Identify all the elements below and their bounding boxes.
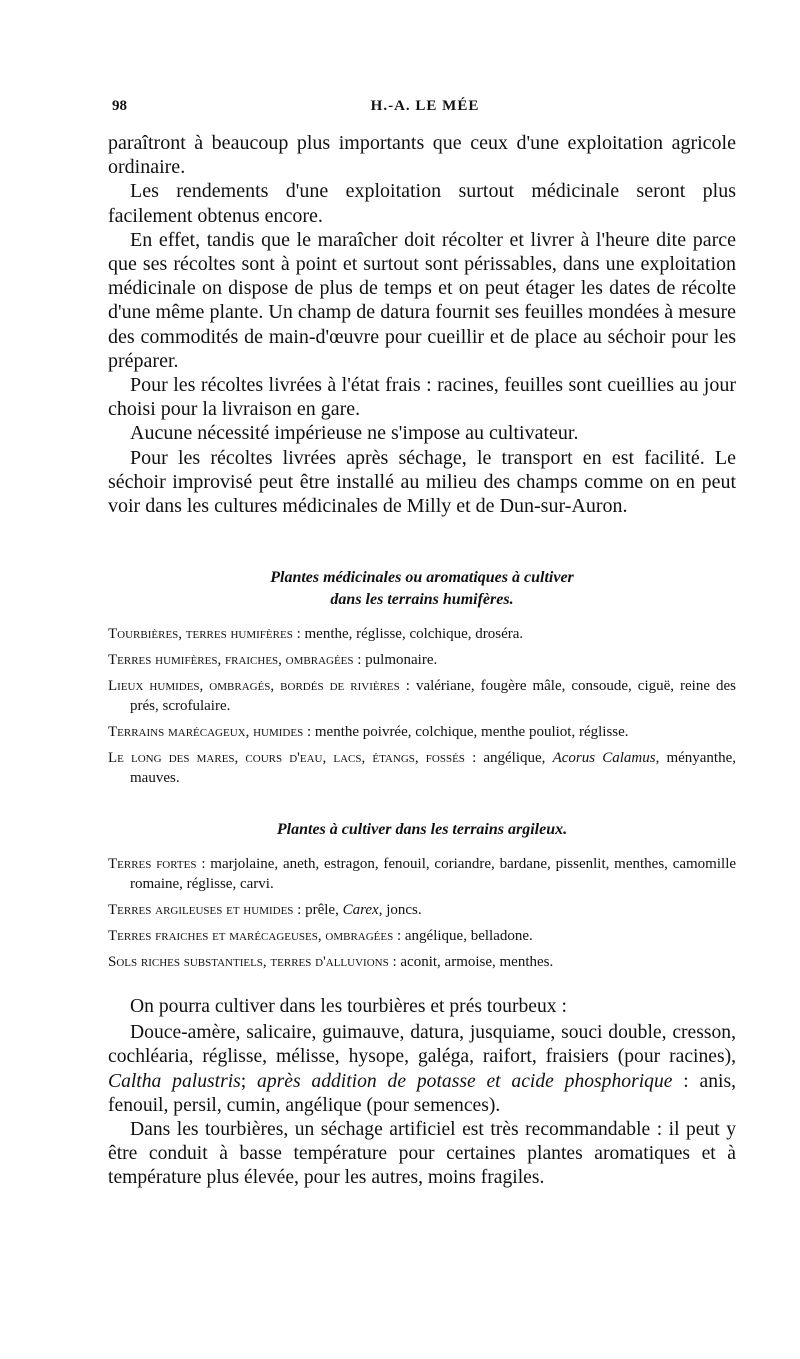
paragraph: Douce-amère, salicaire, guimauve, datura, jusquiame, souci double, cresson, cochléaria, réglisse, mélisse, hysope, galéga, raifort, fraisiers (pour racines), Caltha palustris; après addition de potasse et acide phosphorique : anis, fenouil, persil, cumin, angélique (pour semences).	[108, 1022, 736, 1116]
paragraph: En effet, tandis que le maraîcher doit récolter et livrer à l'heure dite parce que ses récoltes sont à point et surtout sont périssables, dans une exploitation médicinale on dispose de plus de temps et on peut étager les dates de récolte d'une même plante. Un champ de datura fournit ses feuilles mondées à mesure des commodités de main-d'œuvre pour cueillir et de place au séchoir pour les préparer.	[108, 228, 736, 372]
closing-text	[108, 995, 736, 1191]
list-item: Sols riches substantiels, terres d'alluvions : aconit, armoise, menthes.	[108, 954, 554, 970]
running-title: H.-A. LE MÉE	[370, 98, 480, 114]
paragraph: Les rendements d'une exploitation surtout médicinale seront plus facilement obtenus encore.	[108, 180, 736, 227]
list-item: Terres fortes : marjolaine, aneth, estragon, fenouil, coriandre, bardane, pissenlit, menthes, camomille romaine, réglisse, carvi.	[108, 856, 737, 892]
plant-list-humiferes	[108, 624, 736, 794]
paragraph: Pour les récoltes livrées après séchage, le transport en est facilité. Le séchoir improvisé peut être installé au milieu des champs comme on en peut voir dans les cultures médicinales de Milly et de Dun-sur-Auron.	[108, 446, 736, 518]
list-item: Lieux humides, ombragés, bordés de rivières : valériane, fougère mâle, consoude, ciguë, reine des prés, scrofulaire.	[108, 678, 737, 714]
paragraph: paraîtront à beaucoup plus importants que ceux d'une exploitation agricole ordinaire.	[108, 132, 736, 179]
list-item: Terres humifères, fraiches, ombragées : pulmonaire.	[108, 652, 438, 668]
section-title-humiferes: Plantes médicinales ou aromatiques à cultiver dans les terrains humifères.	[270, 569, 574, 608]
section-title-argileux: Plantes à cultiver dans les terrains argileux.	[276, 821, 568, 838]
list-item: Terres fraiches et marécageuses, ombragées : angélique, belladone.	[108, 928, 533, 944]
paragraph: Dans les tourbières, un séchage artificiel est très recommandable : il peut y être conduit à basse température pour certaines plantes aromatiques et à température plus élevée, pour les autres, moins fragiles.	[108, 1119, 736, 1189]
list-item: Terrains marécageux, humides : menthe poivrée, colchique, menthe pouliot, réglisse.	[108, 724, 629, 740]
main-text	[108, 131, 736, 518]
paragraph: Pour les récoltes livrées à l'état frais : racines, feuilles sont cueillies au jour choisi pour la livraison en gare.	[108, 374, 736, 421]
paragraph: Aucune nécessité impérieuse ne s'impose au cultivateur.	[130, 422, 579, 445]
list-item: Le long des mares, cours d'eau, lacs, étangs, fossés : angélique, Acorus Calamus, ményanthe, mauves.	[108, 750, 737, 786]
list-item: Tourbières, terres humifères : menthe, réglisse, colchique, droséra.	[108, 626, 524, 642]
plant-list-argileux	[108, 854, 736, 978]
paragraph: On pourra cultiver dans les tourbières et prés tourbeux :	[130, 996, 567, 1017]
list-item: Terres argileuses et humides : prêle, Carex, joncs.	[108, 902, 422, 918]
page-number: 98	[112, 98, 127, 114]
